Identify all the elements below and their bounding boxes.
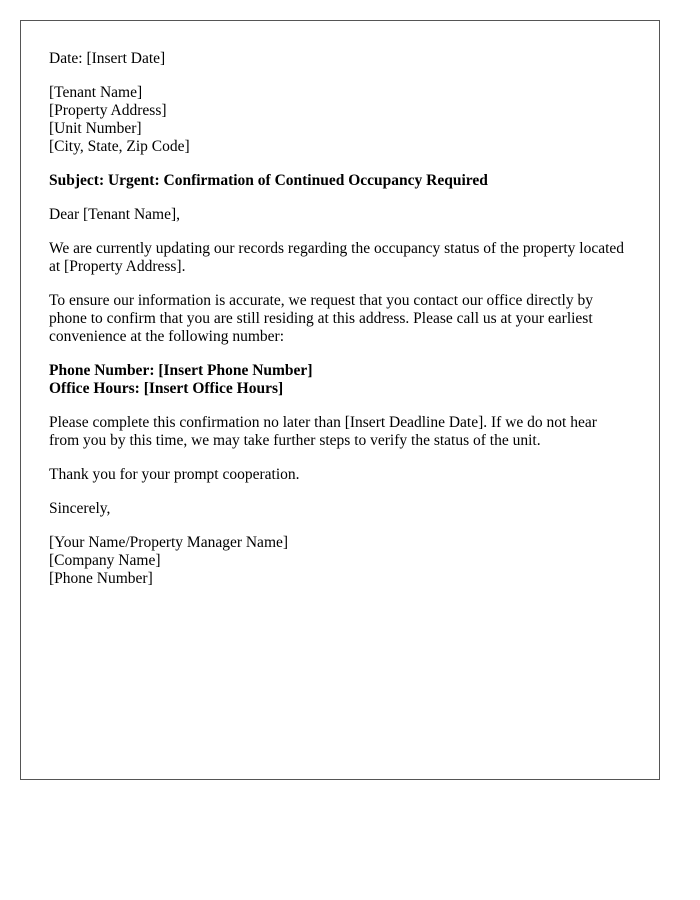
signature-company: [Company Name] [49,552,161,569]
signature-phone: [Phone Number] [49,570,153,587]
recipient-address: [Property Address] [49,102,167,119]
letter-page [20,20,660,780]
recipient-name: [Tenant Name] [49,84,143,101]
recipient-city-state-zip: [City, State, Zip Code] [49,138,190,155]
recipient-block [49,84,629,156]
signature-name: [Your Name/Property Manager Name] [49,534,289,551]
date-line: Date: [Insert Date] [49,50,166,67]
salutation: Dear [Tenant Name], [49,206,181,223]
paragraph-deadline: Please complete this confirmation no later than [Insert Deadline Date]. If we do not hear from you by this time, we may take further steps to verify the status of the unit. [49,414,597,449]
thanks-line: Thank you for your prompt cooperation. [49,466,300,483]
letter-body [49,50,629,604]
contact-block [49,362,629,398]
paragraph-contact-request: To ensure our information is accurate, we request that you contact our office directly by phone to confirm that you are still residing at this address. Please call us at your earliest convenience at the following number: [49,292,593,345]
paragraph-records-update: We are currently updating our records regarding the occupancy status of the property located at [Property Address]. [49,240,625,275]
signature-block [49,534,629,588]
recipient-unit: [Unit Number] [49,120,142,137]
subject-line: Subject: Urgent: Confirmation of Continued Occupancy Required [49,172,488,189]
contact-hours: Office Hours: [Insert Office Hours] [49,380,284,397]
contact-phone: Phone Number: [Insert Phone Number] [49,362,313,379]
closing: Sincerely, [49,500,111,517]
